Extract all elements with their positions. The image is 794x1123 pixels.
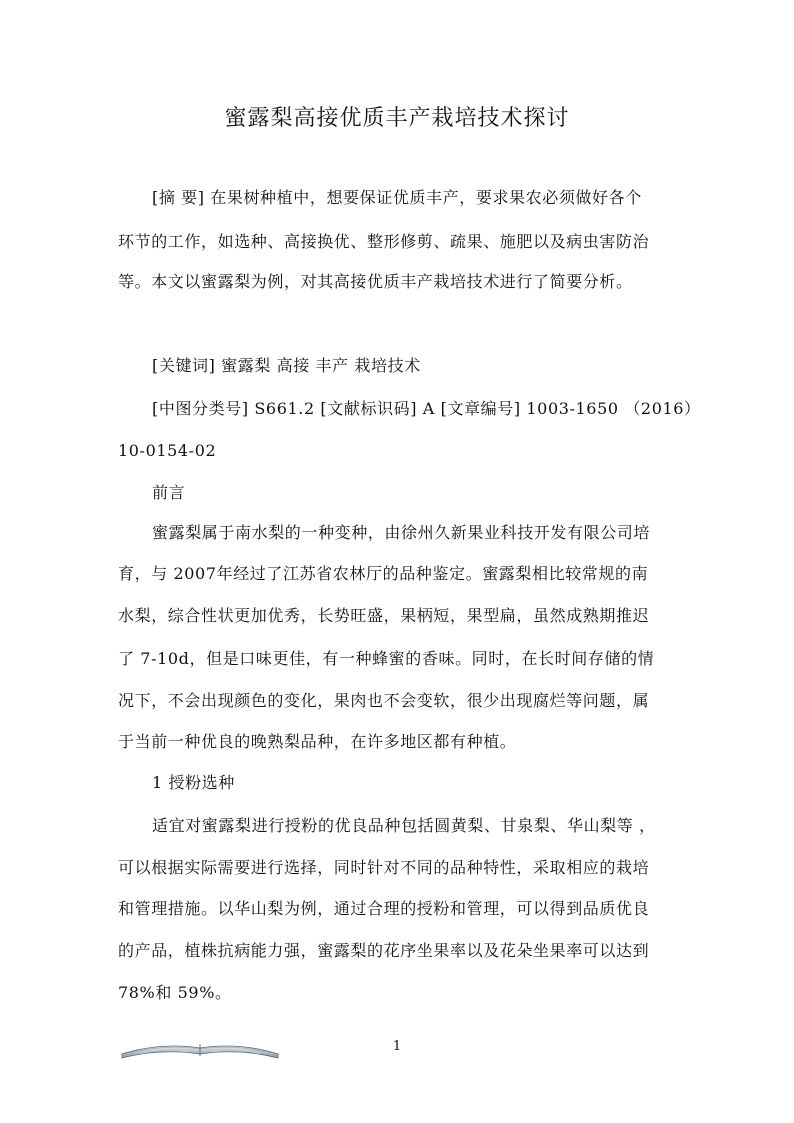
keywords-line: [关键词] 蜜露梨 高接 丰产 栽培技术 <box>152 356 421 375</box>
body-line: 和管理措施。以华山梨为例，通过合理的授粉和管理，可以得到品质优良 <box>118 899 650 918</box>
body-line: 的产品，植株抗病能力强，蜜露梨的花序坐果率以及花朵坐果率可以达到 <box>118 941 650 960</box>
body-line: 可以根据实际需要进行选择，同时针对不同的品种特性，采取相应的栽培 <box>118 858 650 877</box>
article-title: 蜜露梨高接优质丰产栽培技术探讨 <box>224 106 570 131</box>
page-number: 1 <box>392 1039 402 1054</box>
body-line: 适宜对蜜露梨进行授粉的优良品种包括圆黄梨、甘泉梨、华山梨等 ， <box>152 816 656 835</box>
classification-line: [中图分类号] S661.2 [文献标识码] A [文章编号] 1003-1650 （2016） <box>152 399 701 418</box>
body-line: 蜜露梨属于南水梨的一种变种，由徐州久新果业科技开发有限公司培 <box>152 523 651 542</box>
section-heading-1: 1 授粉选种 <box>152 773 235 792</box>
body-line: 78%和 59%。 <box>118 983 232 1002</box>
body-line: 育，与 2007年经过了江苏省农林厅的品种鉴定。蜜露梨相比较常规的南 <box>118 564 649 583</box>
body-line: 于当前一种优良的晚熟梨品种，在许多地区都有种植。 <box>118 732 517 751</box>
abstract-line: 等。本文以蜜露梨为例，对其高接优质丰产栽培技术进行了简要分析。 <box>118 272 633 291</box>
classification-line: 10-0154-02 <box>118 441 217 460</box>
section-heading-preface: 前言 <box>152 483 186 502</box>
abstract-line: 环节的工作，如选种、高接换优、整形修剪、疏果、施肥以及病虫害防治 <box>118 232 650 251</box>
body-line: 了 7-10d，但是口味更佳，有一种蜂蜜的香味。同时，在长时间存储的情 <box>118 649 655 668</box>
body-line: 况下，不会出现颜色的变化，果肉也不会变软，很少出现腐烂等问题，属 <box>118 691 650 710</box>
body-line: 水梨，综合性状更加优秀，长势旺盛，果柄短，果型扁，虽然成熟期推迟 <box>118 606 650 625</box>
abstract-line: [摘 要] 在果树种植中，想要保证优质丰产，要求果农必须做好各个 <box>152 188 642 207</box>
